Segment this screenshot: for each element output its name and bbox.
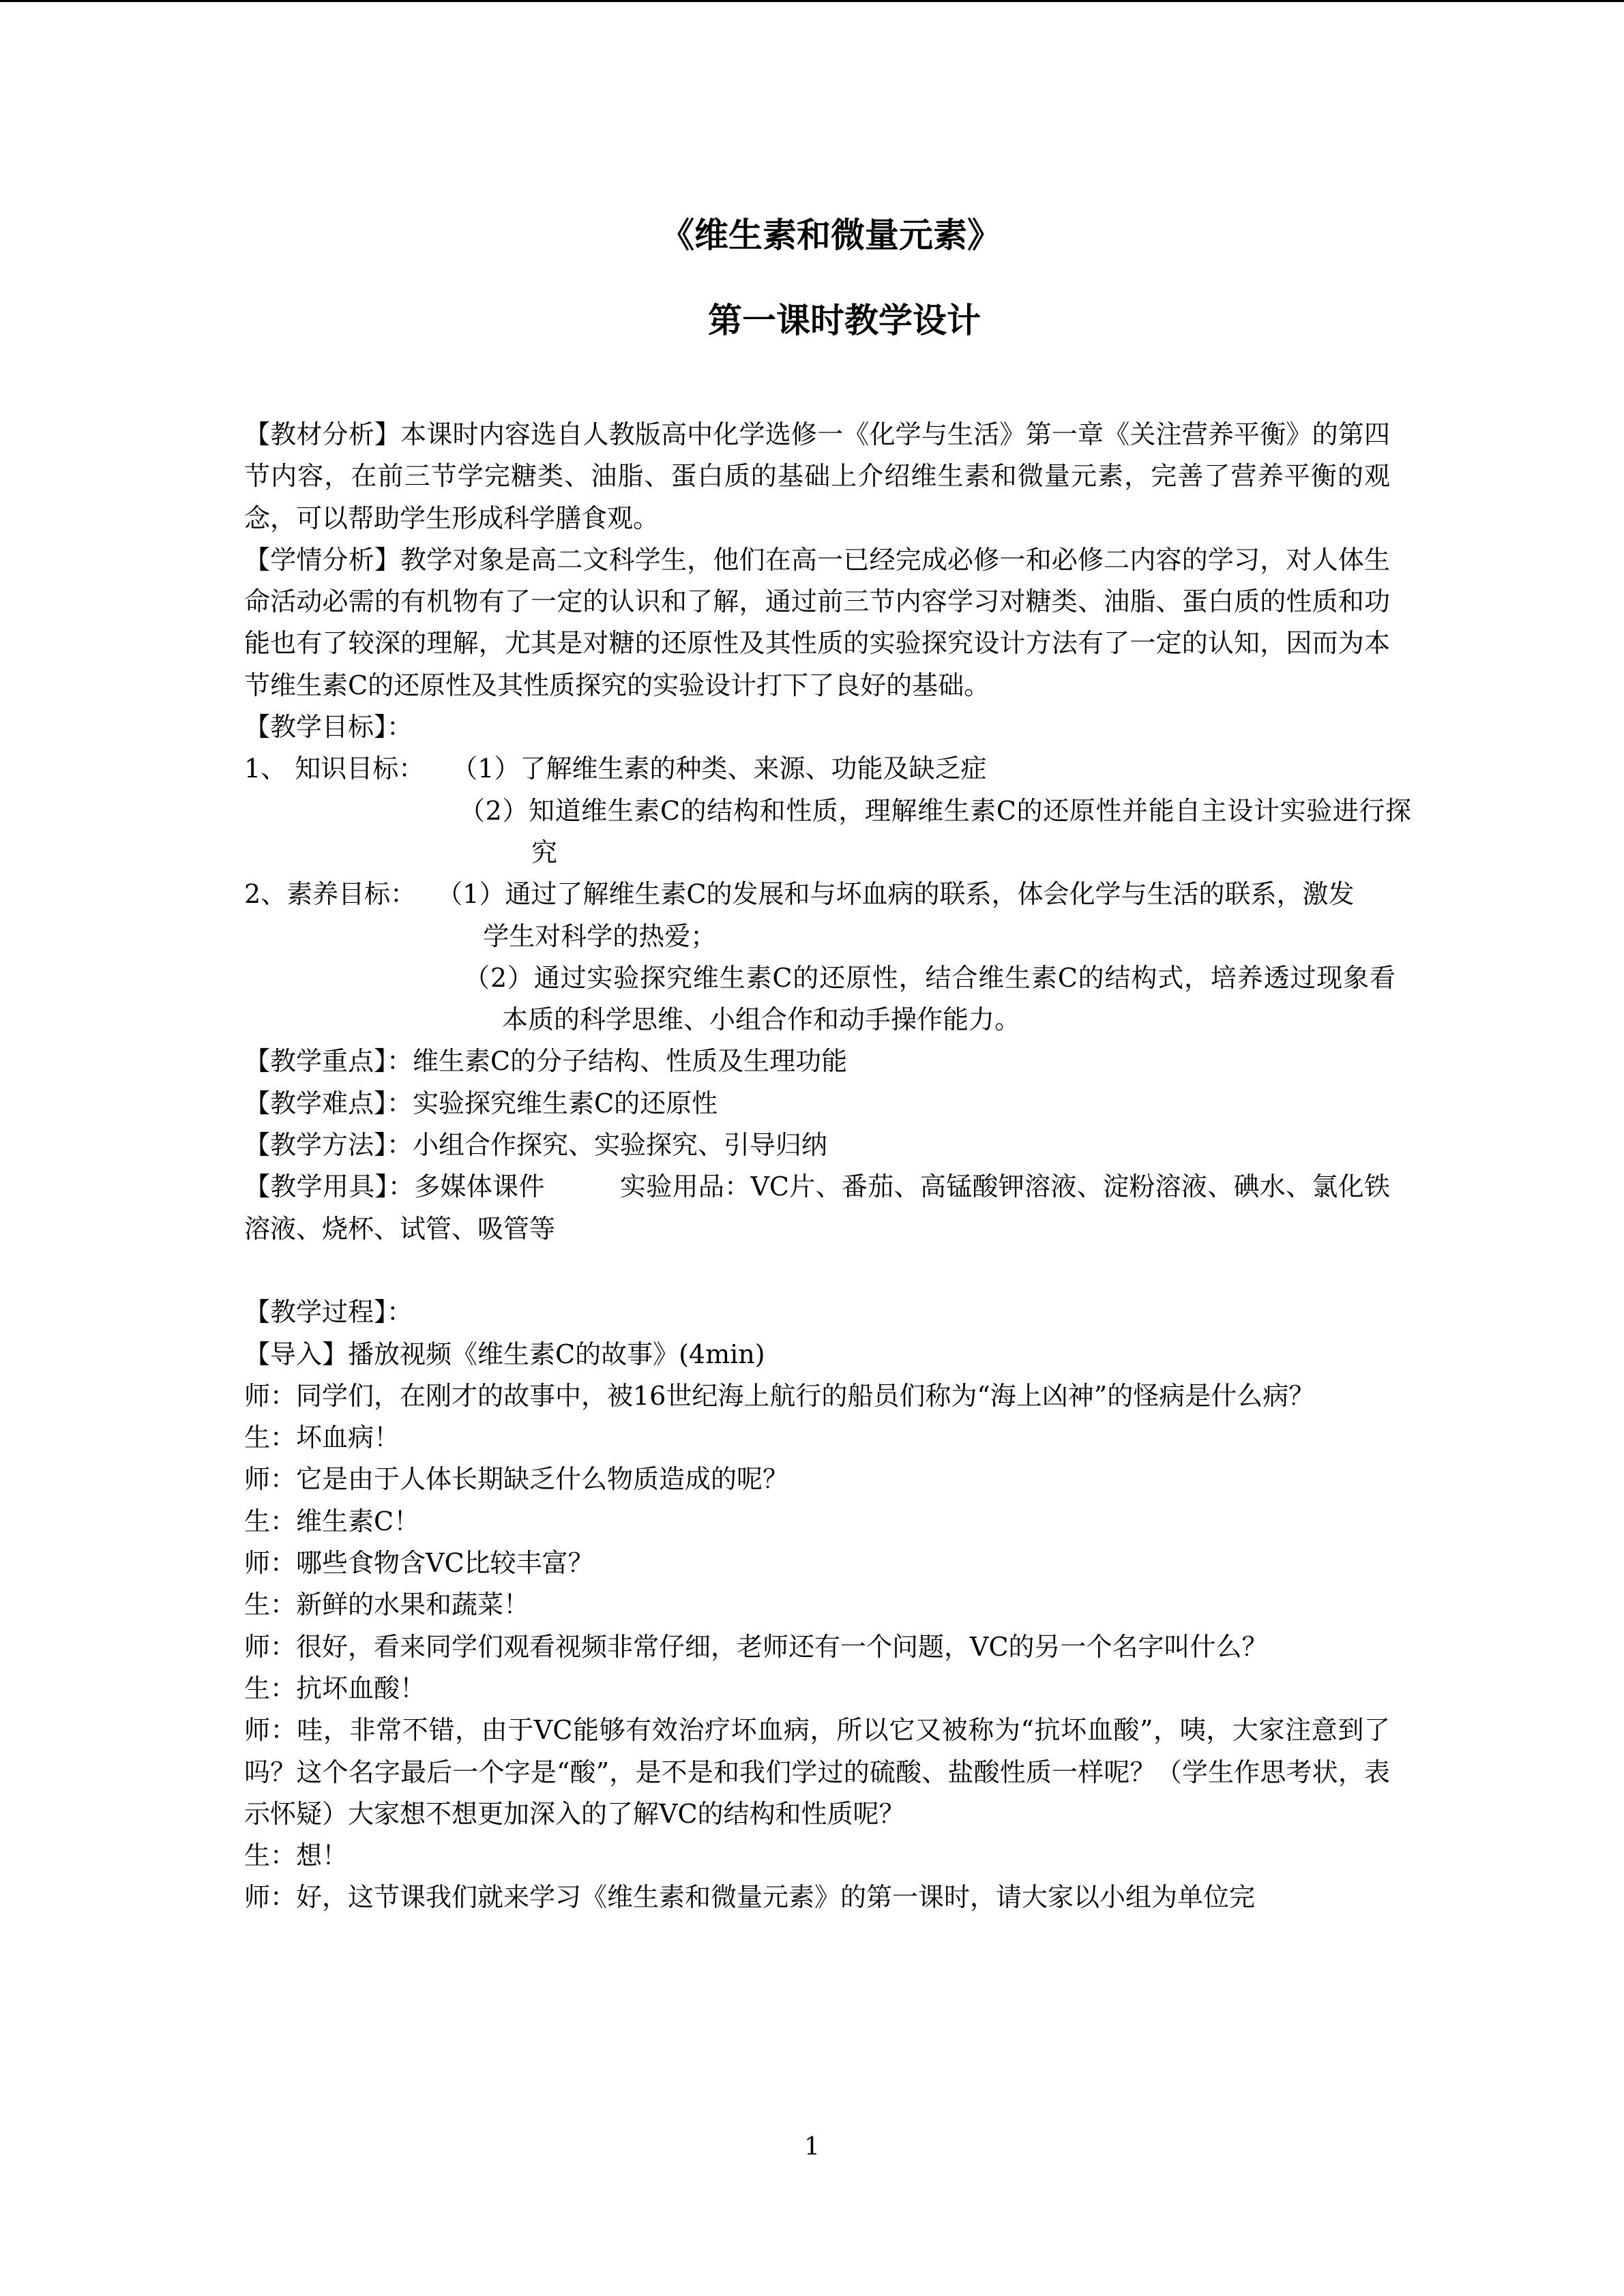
knowledge-goal-item-1: （1）了解维生素的种类、来源、功能及缺乏症 <box>452 754 987 784</box>
top-border-line <box>0 0 1624 2</box>
key-points-line: 【教学重点】：维生素C的分子结构、性质及生理功能 <box>244 1046 848 1077</box>
literacy-goal-item-2: （2）通过实验探究维生素C的还原性，结合维生素C的结构式，培养透过现象看本质的科学思维、小组合作和动手操作能力。 <box>464 962 1396 1035</box>
blank-line <box>244 1250 1390 1292</box>
knowledge-goal-item-2: （2）知道维生素C的结构和性质，理解维生素C的还原性并能自主设计实验进行探究 <box>459 795 1411 867</box>
document-subtitle: 第一课时教学设计 <box>708 300 981 340</box>
knowledge-goal-label: 1、 知识目标： <box>244 754 425 784</box>
dialogue-line: 师：哇，非常不错，由于VC能够有效治疗坏血病，所以它又被称为“抗坏血酸”，咦，大家注意到了吗？这个名字最后一个字是“酸”，是不是和我们学过的硫酸、盐酸性质一样呢？（学生作思考状，表示怀疑）大家想不想更加深入的了解VC的结构和性质呢？ <box>244 1715 1390 1829</box>
dialogue-line: 生：维生素C！ <box>244 1506 420 1536</box>
literacy-goal-label: 2、素养目标： <box>244 879 417 910</box>
dialogue-line: 师：很好，看来同学们观看视频非常仔细，老师还有一个问题，VC的另一个名字叫什么？ <box>244 1631 1268 1662</box>
tools-paragraph <box>244 1166 1390 1250</box>
dialogue-line: 师：哪些食物含VC比较丰富？ <box>244 1548 594 1579</box>
document-body <box>244 414 1411 1919</box>
teaching-goals-heading: 【教学目标】： <box>244 712 413 743</box>
methods-line: 【教学方法】：小组合作探究、实验探究、引导归纳 <box>244 1130 828 1161</box>
tools-lab-supplies: 实验用品：VC片、番茄、高锰酸钾溶液、淀粉溶液、碘水、氯化铁溶液、烧杯、试管、吸管等 <box>244 1172 1390 1244</box>
dialogue-line: 生：想！ <box>244 1840 349 1871</box>
difficult-points-line: 【教学难点】：实验探究维生素C的还原性 <box>244 1088 718 1118</box>
literacy-goal-row <box>244 874 1390 957</box>
dialogue-line: 生：坏血病！ <box>244 1422 400 1453</box>
material-analysis-paragraph: 【教材分析】本课时内容选自人教版高中化学选修一《化学与生活》第一章《关注营养平衡》的第四节内容，在前三节学完糖类、油脂、蛋白质的基础上介绍维生素和微量元素，完善了营养平衡的观念，可以帮助学生形成科学膳食观。 <box>244 419 1390 533</box>
literacy-goal-item-1: （1）通过了解维生素C的发展和与坏血病的联系，体会化学与生活的联系，激发学生对科学的热爱； <box>437 879 1355 951</box>
page-number: 1 <box>804 2133 820 2161</box>
dialogue-line: 师：它是由于人体长期缺乏什么物质造成的呢？ <box>244 1464 789 1495</box>
dialogue-line: 生：新鲜的水果和蔬菜！ <box>244 1590 530 1620</box>
knowledge-goal-item-1-wrap <box>424 748 1390 790</box>
intro-line: 【导入】播放视频《维生素C的故事》(4min) <box>244 1339 765 1369</box>
document-page <box>244 205 1411 1919</box>
student-analysis-paragraph: 【学情分析】教学对象是高二文科学生，他们在高一已经完成必修一和必修二内容的学习，对人体生命活动必需的有机物有了一定的认识和了解，通过前三节内容学习对糖类、油脂、蛋白质的性质和功能也有了较深的理解，尤其是对糖的还原性及其性质的实验探究设计方法有了一定的认知，因而为本节维生素C的还原性及其性质探究的实验设计打下了良好的基础。 <box>244 544 1390 700</box>
literacy-goal-item-1-wrap <box>416 874 1390 957</box>
knowledge-goal-row <box>244 748 1390 790</box>
tools-multimedia: 【教学用具】：多媒体课件 <box>244 1172 545 1202</box>
dialogue-line: 师：好，这节课我们就来学习《维生素和微量元素》的第一课时，请大家以小组为单位完 <box>244 1882 1256 1913</box>
dialogue-line: 师：同学们，在刚才的故事中，被16世纪海上航行的船员们称为“海上凶神”的怪病是什么病？ <box>244 1380 1315 1411</box>
dialogue-line: 生：抗坏血酸！ <box>244 1673 426 1703</box>
process-heading: 【教学过程】： <box>244 1297 413 1328</box>
document-title: 《维生素和微量元素》 <box>660 215 1001 255</box>
